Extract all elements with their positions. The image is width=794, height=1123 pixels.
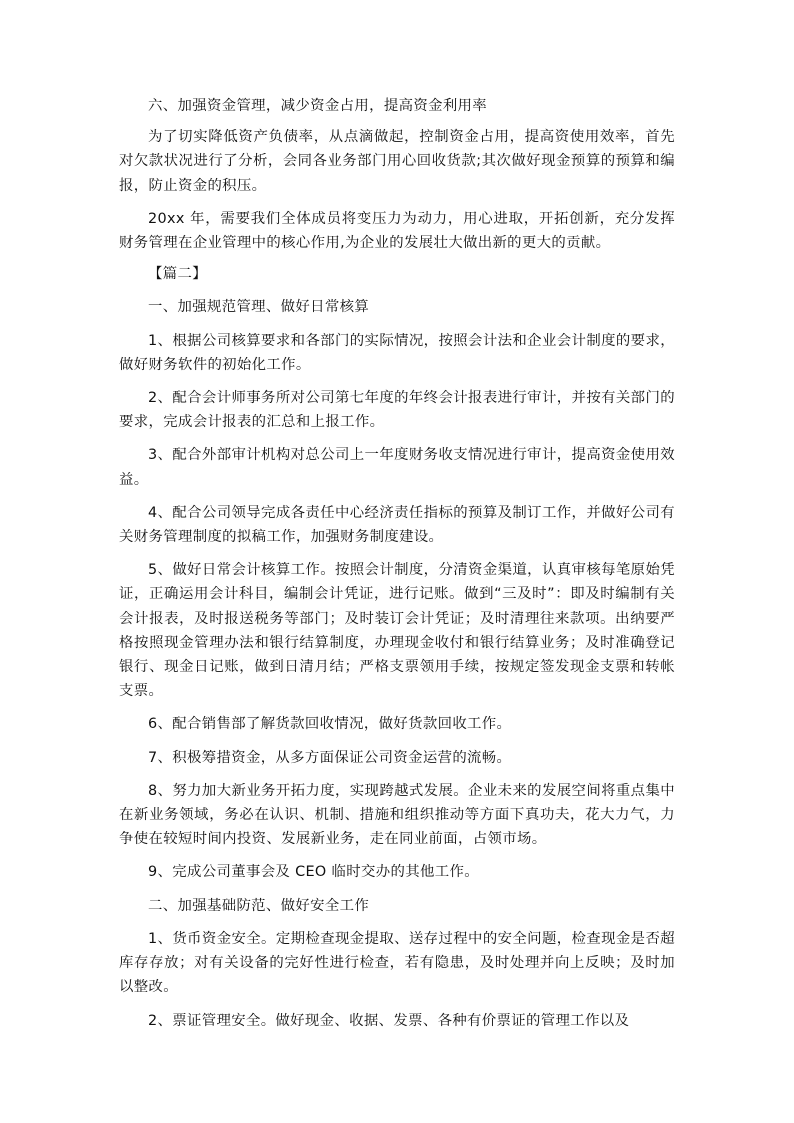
- list-item: 1、根据公司核算要求和各部门的实际情况，按照会计法和企业会计制度的要求，做好财务软件的初始化工作。: [119, 332, 675, 373]
- list-item: 1、货币资金安全。定期检查现金提取、送存过程中的安全问题，检查现金是否超库存存放；对有关设备的完好性进行检查，若有隐患，及时处理并向上反映；及时加以整改。: [119, 930, 675, 996]
- section-heading-safety: 二、加强基础防范、做好安全工作: [148, 897, 370, 914]
- list-item: 2、票证管理安全。做好现金、收据、发票、各种有价票证的管理工作以及: [148, 1012, 630, 1029]
- list-item: 3、配合外部审计机构对总公司上一年度财务收支情况进行审计，提高资金使用效益。: [119, 447, 675, 488]
- body-paragraph: 20xx 年，需要我们全体成员将变压力为动力，用心进取，开拓创新，充分发挥财务管理在企业管理中的核心作用,为企业的发展壮大做出新的更大的贡献。: [119, 210, 675, 252]
- list-item: 2、配合会计师事务所对公司第七年度的年终会计报表进行审计，并按有关部门的要求，完成会计报表的汇总和上报工作。: [119, 390, 675, 431]
- section-heading-accounting: 一、加强规范管理、做好日常核算: [148, 299, 370, 316]
- body-paragraph: 为了切实降低资产负债率，从点滴做起，控制资金占用，提高资使用效率，首先对欠款状况进行了分析，会同各业务部门用心回收货款;其次做好现金预算的预算和编报，防止资金的积压。: [119, 129, 675, 194]
- list-item: 4、配合公司领导完成各责任中心经济责任指标的预算及制订工作，并做好公司有关财务管理制度的拟稿工作，加强财务制度建设。: [119, 504, 675, 546]
- document-body: [119, 94, 675, 1033]
- part-heading: 【篇二】: [148, 266, 207, 283]
- list-item: 8、努力加大新业务开拓力度，实现跨越式发展。企业未来的发展空间将重点集中在新业务领域，务必在认识、机制、措施和组织推动等方面下真功夫，花大力气，力争使在较短时间内投资、发展新业务，走在同业前面，占领市场。: [119, 782, 675, 848]
- list-item: 7、积极筹措资金，从多方面保证公司资金运营的流畅。: [148, 749, 512, 766]
- list-item: 5、做好日常会计核算工作。按照会计制度，分清资金渠道，认真审核每笔原始凭证，正确运用会计科目，编制会计凭证，进行记账。做到“三及时”：即及时编制有关会计报表，及时报送税务等部门；及时装订会计凭证；及时清理往来款项。出纳要严格按照现金管理办法和银行结算制度，办理现金收付和银行结算业务；及时准确登记银行、现金日记账，做到日清月结；严格支票领用手续，按规定签发现金支票和转帐支票。: [119, 562, 675, 700]
- section-heading-fund-management: 六、加强资金管理，减少资金占用，提高资金利用率: [148, 98, 488, 114]
- list-item: 9、完成公司董事会及 CEO 临时交办的其他工作。: [148, 864, 479, 881]
- list-item: 6、配合销售部了解货款回收情况，做好货款回收工作。: [148, 716, 512, 733]
